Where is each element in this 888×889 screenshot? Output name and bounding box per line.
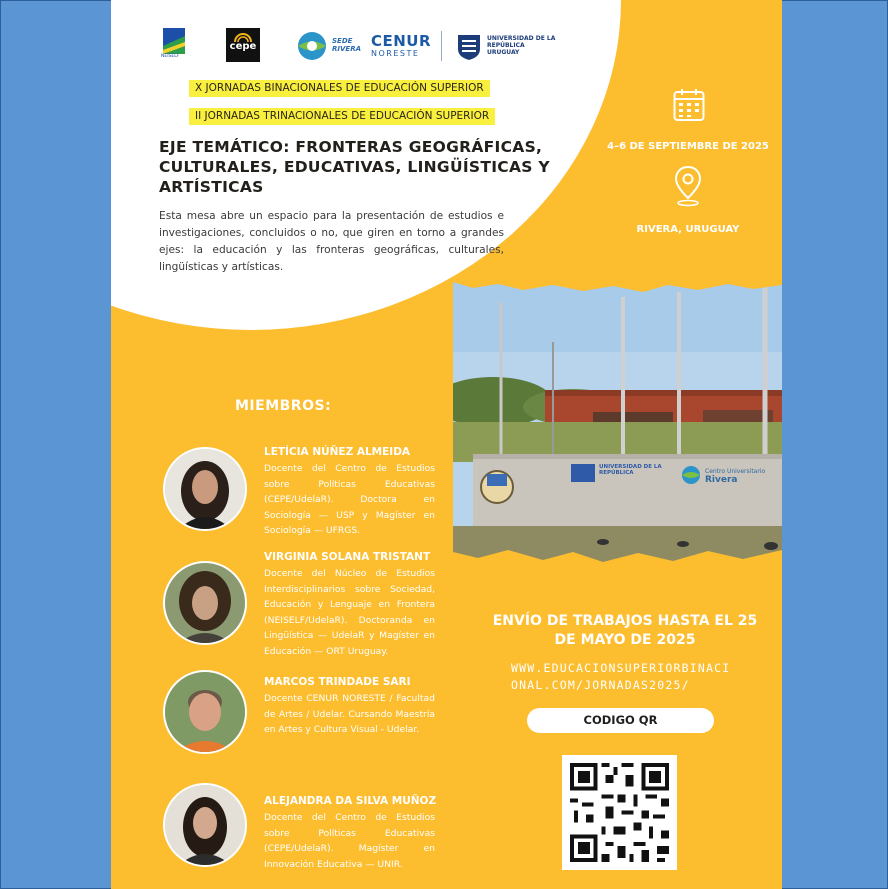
- campus-photo: [453, 282, 782, 567]
- member-avatar: [163, 561, 247, 645]
- cepe-label: cepe: [229, 41, 257, 52]
- member-name: VIRGINIA SOLANA TRISTANT: [264, 551, 431, 563]
- sede-rivera-text: [332, 37, 361, 53]
- qr-code[interactable]: [562, 755, 677, 870]
- calendar-icon: [673, 88, 705, 125]
- cenur-label: CENUR: [371, 32, 432, 50]
- member-description: Docente del Núcleo de Estudios Interdisciplinarios sobre Sociedad, Educación y Lenguaje en Frontera (NEISELF/UdelaR). Doctoranda en Lingüística — UdelaR y Magíster en Educación — ORT Uruguay.: [264, 568, 435, 657]
- cenur-logo: [371, 33, 431, 58]
- photo-udelar-sign: UNIVERSIDAD DE LA REPÚBLICA: [599, 464, 662, 476]
- member-description: Docente CENUR NORESTE / Facultad de Artes / Udelar. Cursando Maestría en Artes y Cultura Visual - Udelar.: [264, 693, 435, 735]
- udelar-shield-icon: [456, 33, 482, 61]
- eje-tematico-title: EJE TEMÁTICO: FRONTERAS GEOGRÁFICAS, CULTURALES, EDUCATIVAS, LINGÜÍSTICAS Y ARTÍSTICAS: [159, 138, 550, 196]
- event-date: 4–6 DE SEPTIEMBRE DE 2025: [607, 141, 769, 152]
- neiself-logo: [161, 28, 189, 64]
- member-avatar: [163, 670, 247, 754]
- banner-binacionales: X JORNADAS BINACIONALES DE EDUCACIÓN SUPERIOR: [189, 80, 490, 97]
- neiself-label: NEISELF: [161, 54, 180, 59]
- member-description: Docente del Centro de Estudios sobre Políticas Educativas (CEPE/UdelaR). Magíster en Innovación Educativa — UNIR.: [264, 812, 435, 870]
- qr-code-button[interactable]: CODIGO QR: [527, 708, 714, 733]
- submission-deadline: ENVÍO DE TRABAJOS HASTA EL 25 DE MAYO DE 2025: [492, 613, 758, 648]
- logo-bar: [111, 28, 571, 68]
- member-description: Docente del Centro de Estudios sobre Políticas Educativas (CEPE/UdelaR). Doctora en Sociología — USP y Magíster en Sociología — UFRGS.: [264, 463, 435, 536]
- noreste-label: NORESTE: [371, 49, 420, 58]
- member-name: LETÍCIA NÚÑEZ ALMEIDA: [264, 446, 411, 458]
- poster: [111, 0, 782, 889]
- member-avatar: [163, 783, 247, 867]
- description: Esta mesa abre un espacio para la presentación de estudios e investigaciones, concluidos o no, que giren en torno a grandes ejes: la educación y las fronteras geográficas, culturales, lingüísticas y artísticas.: [159, 210, 504, 273]
- photo-rivera-sign: Rivera: [705, 475, 738, 485]
- members-title: MIEMBROS:: [235, 398, 332, 414]
- cepe-logo: [226, 28, 260, 62]
- rivera-label: RIVERA: [332, 45, 362, 53]
- member-avatar: [163, 447, 247, 531]
- sede-label: SEDE: [332, 37, 353, 45]
- event-place: RIVERA, URUGUAY: [636, 224, 740, 235]
- logo-divider: [441, 31, 442, 61]
- udelar-label: UNIVERSIDAD DE LA REPÚBLICA URUGUAY: [487, 35, 556, 56]
- sede-rivera-logo: [297, 31, 327, 61]
- location-pin-icon: [673, 165, 703, 210]
- member-name: ALEJANDRA DA SILVA MUÑOZ: [264, 795, 437, 807]
- member-name: MARCOS TRINDADE SARI: [264, 676, 411, 688]
- submission-url[interactable]: WWW.EDUCACIONSUPERIORBINACIONAL.COM/JORNADAS2025/: [511, 661, 731, 692]
- photo-centro-sign: Centro Universitario: [705, 468, 766, 475]
- banner-trinacionales: II JORNADAS TRINACIONALES DE EDUCACIÓN SUPERIOR: [189, 108, 495, 125]
